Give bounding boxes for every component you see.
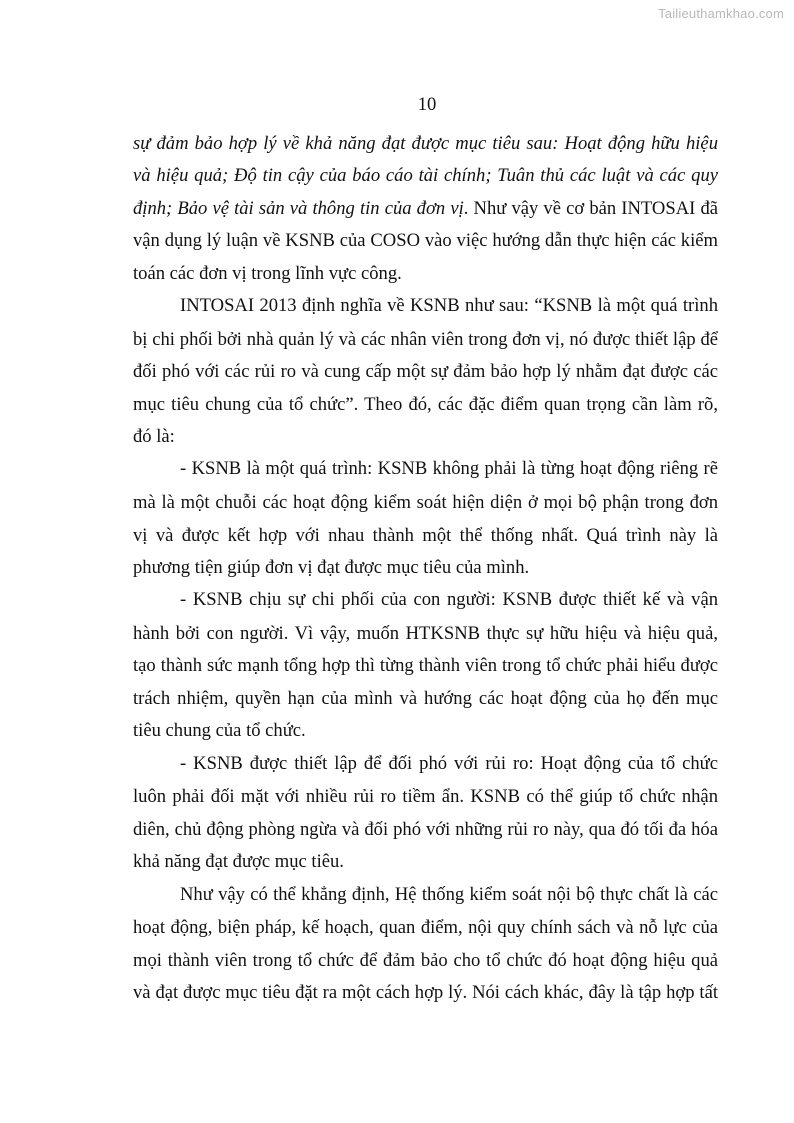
text-line: đối phó với các rủi ro và cung cấp một sự đảm bảo hợp lý nhằm đạt được các [133, 361, 718, 383]
text-line: hoạt động, biện pháp, kế hoạch, quan điểm, nội quy chính sách và nỗ lực của [133, 917, 718, 939]
text-line: hành bởi con người. Vì vậy, muốn HTKSNB thực sự hữu hiệu và hiệu quả, [133, 623, 718, 645]
text-line: toán các đơn vị trong lĩnh vực công. [133, 262, 402, 284]
text-line: diên, chủ động phòng ngừa và đối phó với những rủi ro này, qua đó tối đa hóa [133, 818, 718, 840]
text-line: Như vậy có thể khẳng định, Hệ thống kiểm soát nội bộ thực chất là các [180, 883, 718, 905]
text-line: và đạt được mục tiêu đặt ra một cách hợp lý. Nói cách khác, đây là tập hợp tất [133, 982, 718, 1004]
text-line: trách nhiệm, quyền hạn của mình và hướng các hoạt động của họ đến mục [133, 687, 718, 709]
text-line: phương tiện giúp đơn vị đạt được mục tiêu của mình. [133, 556, 530, 578]
text-line: - KSNB là một quá trình: KSNB không phải là từng hoạt động riêng rẽ [180, 458, 718, 480]
watermark-text: Tailieuthamkhao.com [658, 6, 784, 21]
text-line: mọi thành viên trong tổ chức để đảm bảo cho tổ chức đó hoạt động hiệu quả [133, 949, 718, 971]
text-line: - KSNB được thiết lập để đối phó với rủi ro: Hoạt động của tổ chức [180, 752, 718, 774]
text-line: đó là: [133, 425, 175, 447]
text-line: mà là một chuỗi các hoạt động kiểm soát hiện diện ở mọi bộ phận trong đơn [133, 492, 718, 514]
page-number: 10 [417, 94, 437, 115]
text-line: INTOSAI 2013 định nghĩa về KSNB như sau: “KSNB là một quá trình [180, 294, 718, 316]
text-line: - KSNB chịu sự chi phối của con người: KSNB được thiết kế và vận [180, 589, 718, 611]
text-line: tạo thành sức mạnh tổng hợp thì từng thành viên trong tổ chức phải hiểu được [133, 655, 718, 677]
text-line: bị chi phối bởi nhà quản lý và các nhân viên trong đơn vị, nó được thiết lập để [133, 328, 718, 350]
text-line: sự đảm bảo hợp lý về khả năng đạt được mục tiêu sau: Hoạt động hữu hiệu [133, 133, 718, 154]
body-text [133, 131, 718, 1013]
text-line: và hiệu quả; Độ tin cậy của báo cáo tài chính; Tuân thủ các luật và các quy [133, 165, 718, 187]
text-line: định; Bảo vệ tài sản và thông tin của đơn vị. Như vậy về cơ bản INTOSAI đã [133, 197, 718, 219]
text-line: luôn phải đối mặt với nhiều rủi ro tiềm ẩn. KSNB có thể giúp tổ chức nhận [133, 786, 718, 808]
text-line: tiêu chung của tổ chức. [133, 720, 306, 742]
text-line: khả năng đạt được mục tiêu. [133, 851, 344, 873]
text-line: mục tiêu chung của tổ chức”. Theo đó, các đặc điểm quan trọng cần làm rõ, [133, 393, 718, 415]
text-line: vận dụng lý luận về KSNB của COSO vào việc hướng dẫn thực hiện các kiểm [133, 230, 718, 252]
text-line: vị và được kết hợp với nhau thành một thể thống nhất. Quá trình này là [133, 524, 718, 546]
